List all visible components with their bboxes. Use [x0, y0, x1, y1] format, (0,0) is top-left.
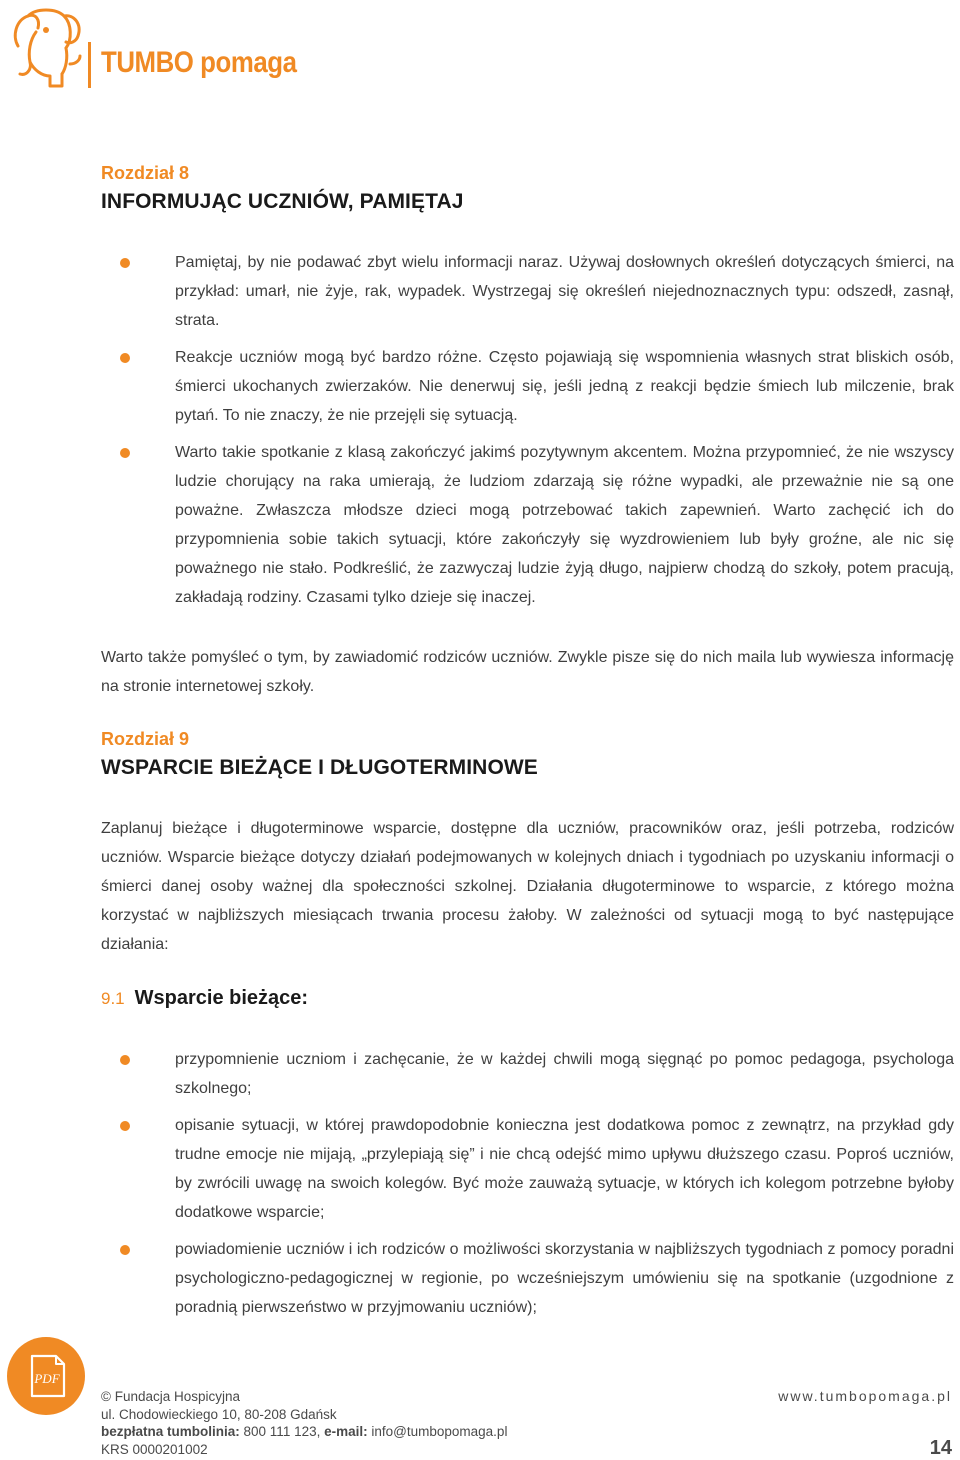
list-item — [120, 248, 954, 335]
pdf-icon[interactable] — [6, 1336, 86, 1416]
footer-krs: KRS 0000201002 — [101, 1441, 208, 1457]
subsection-title: Wsparcie bieżące: — [134, 987, 309, 1009]
list-item-text: przypomnienie uczniom i zachęcanie, że w każdej chwili mogą sięgnąć po pomoc pedagoga, psychologa szkolnego; — [175, 1051, 954, 1097]
page-number: 14 — [929, 1437, 952, 1459]
list-item — [120, 1111, 954, 1227]
chapter-9-label: Rozdział 9 — [101, 729, 190, 749]
list-item-text: Warto takie spotkanie z klasą zakończyć jakimś pozytywnym akcentem. Można przypomnieć, że nie wszyscy ludzie chorujący na raka umierają, że ludziom zdarzają się różne wypadki, ale przeważnie nie są one poważne. Zwłaszcza młodsze dzieci mogą potrzebować takich zapewnień. Warto zachęcić ich do przypomnienia sobie takich sytuacji, które zakończyły się wyzdrowieniem lub były groźne, ale nic się poważnego nie stało. Podkreślić, że zazwyczaj ludzie żyją długo, najpierw chodzą do szkoły, potem pracują, zakładają rodziny. Czasami tylko dzieje się inaczej. — [175, 444, 954, 606]
email-label: e-mail: — [324, 1424, 368, 1439]
website-link[interactable]: www.tumbopomaga.pl — [778, 1388, 952, 1404]
chapter-9-list — [120, 1045, 954, 1330]
list-item — [120, 343, 954, 430]
footer-org: © Fundacja Hospicyjna — [101, 1389, 241, 1404]
elephant-logo-icon — [6, 6, 86, 90]
pdf-icon-label: PDF — [34, 1371, 60, 1386]
chapter-9-title: WSPARCIE BIEŻĄCE I DŁUGOTERMINOWE — [101, 756, 538, 779]
chapter-8-label: Rozdział 8 — [101, 163, 190, 183]
list-item-text: opisanie sytuacji, w której prawdopodobnie konieczna jest dodatkowa pomoc z zewnątrz, na przykład gdy trudne emocje nie mijają, „przylepiają się” i nie chcą odejść mimo upływu dłuższego czasu. Poproś uczniów, by zwrócili uwagę na swoich kolegów. Być może zauważą sytuacje, w których ich kolegom potrzebne byłoby dodatkowe wsparcie; — [175, 1117, 954, 1221]
subsection-number: 9.1 — [101, 989, 125, 1008]
list-item-text: powiadomienie uczniów i ich rodziców o możliwości skorzystania w najbliższych tygodniach z pomocy poradni psychologiczno-pedagogicznej w regionie, po wcześniejszym umówieniu się na spotkanie (uzgodnione z poradnią pierwszeństwo w przyjmowaniu uczniów); — [175, 1241, 954, 1316]
email-link[interactable]: info@tumbopomaga.pl — [371, 1424, 508, 1439]
chapter-9-intro: Zaplanuj bieżące i długoterminowe wsparcie, dostępne dla uczniów, pracowników oraz, jeśli potrzeba, rodziców uczniów. Wsparcie bieżące dotyczy działań podejmowanych w kolejnych dniach i tygodniach po uzyskaniu informacji o śmierci danej osoby ważnej dla społeczności szkolnej. Działania długoterminowe to wsparcie, z którego można korzystać w najbliższych miesiącach trwania procesu żałoby. W zależności od sytuacji mogą to być następujące działania: — [101, 820, 954, 953]
list-item-text: Reakcje uczniów mogą być bardzo różne. Często pojawiają się wspomnienia własnych strat bliskich osób, śmierci ukochanych zwierzaków. Nie denerwuj się, jeśli jedną z reakcji będzie śmiech lub milczenie, brak pytań. To nie znaczy, że nie przejęli się sytuacją. — [175, 349, 954, 424]
bullet-icon — [120, 353, 130, 363]
bullet-icon — [120, 1121, 130, 1131]
list-item — [120, 1235, 954, 1322]
bullet-icon — [120, 448, 130, 458]
bullet-icon — [120, 1245, 130, 1255]
hotline-number[interactable]: 800 111 123, — [243, 1424, 321, 1439]
list-item — [120, 1045, 954, 1103]
list-item — [120, 438, 954, 612]
bullet-icon — [120, 258, 130, 268]
footer-address: ul. Chodowieckiego 10, 80-208 Gdańsk — [101, 1406, 337, 1422]
brand-title[interactable]: TUMBO pomaga — [101, 46, 297, 79]
footer-contact-line — [101, 1423, 507, 1441]
footer-contact — [101, 1388, 507, 1458]
list-item-text: Pamiętaj, by nie podawać zbyt wielu informacji naraz. Używaj dosłownych określeń dotyczących śmierci, na przykład: umarł, nie żyje, rak, wypadek. Wystrzegaj się określeń niejednoznacznych typu: odszedł, zasnął, strata. — [175, 254, 954, 329]
hotline-label: bezpłatna tumbolinia: — [101, 1424, 240, 1439]
chapter-8-title: INFORMUJĄC UCZNIÓW, PAMIĘTAJ — [101, 190, 464, 213]
bullet-icon — [120, 1055, 130, 1065]
subsection-heading — [101, 987, 308, 1010]
chapter-8-list — [120, 248, 954, 620]
brand-divider — [88, 42, 91, 88]
chapter-8-closing: Warto także pomyśleć o tym, by zawiadomić rodziców uczniów. Zwykle pisze się do nich maila lub wywiesza informację na stronie internetowej szkoły. — [101, 649, 954, 695]
